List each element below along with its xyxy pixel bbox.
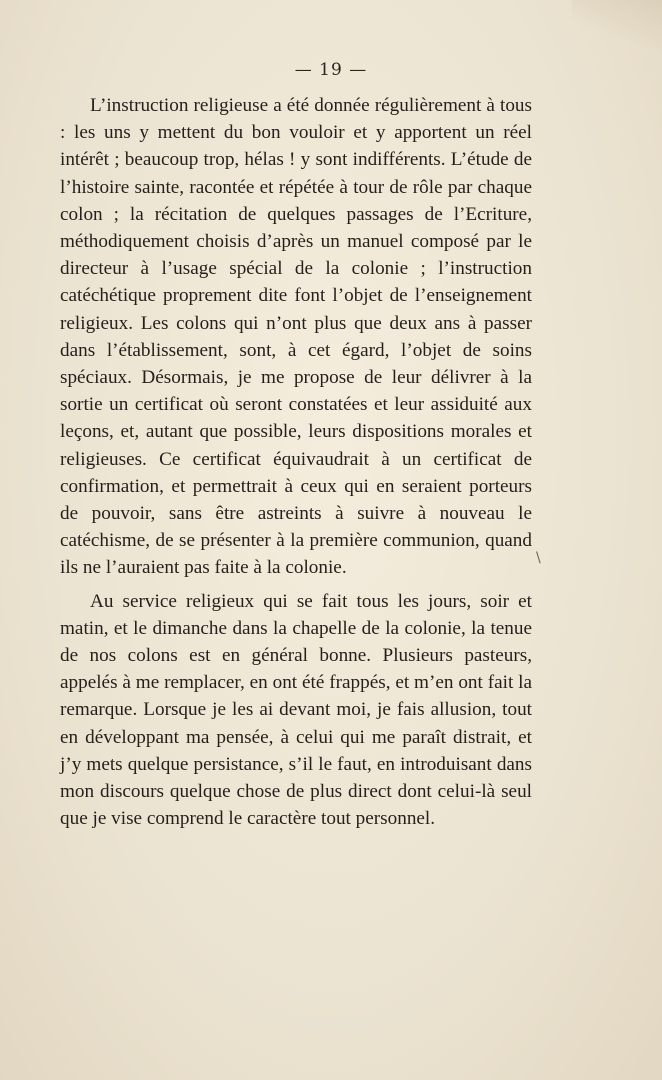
paragraph-religious-service: Au service religieux qui se fait tous les jours, soir et matin, et le dimanche dans la chapelle de la colonie, la tenue de nos colons est en général bonne. Plusieurs pasteurs, appelés à me remplacer, en ont été frappés, et m’en ont fait la remarque. Lorsque je les ai devant moi, je fais allusion, tout en développant ma pensée, à celui qui me paraît distrait, et j’y mets quelque persistance, s’il le faut, en introduisant dans mon discours quelque chose de plus direct dont celui-là seul que je vise comprend le caractère tout personnel.: [60, 590, 532, 830]
paragraph-religious-instruction: L’instruction religieuse a été donnée régulièrement à tous : les uns y mettent du bon vouloir et y apportent un réel intérêt ; beaucoup trop, hélas ! y sont indifférents. L’étude de l’histoire sainte, racontée et répétée à tour de rôle par chaque colon ; la récitation de quelques passages de l’Ecriture, méthodiquement choisis d’après un manuel composé par le directeur à l’usage spécial de la colonie ; l’instruction catéchétique proprement dite font l’objet de l’enseignement religieux. Les colons qui n’ont plus que deux ans à passer dans l’établissement, sont, à cet égard, l’objet de soins spéciaux. Désormais, je me propose de leur délivrer à la sortie un certificat où seront constatées et leur assiduité aux leçons, et, autant que possible, leurs dispositions morales et religieuses. Ce certificat équivaudrait à un certificat de confirmation, et permettrait à ceux qui en seraient porteurs de pouvoir, sans être astreints à suivre à nouveau le catéchisme, de se présenter à la première communion, quand ils ne l’auraient pas faite à la colonie.: [60, 95, 532, 579]
stray-pencil-mark: \: [536, 550, 541, 566]
page-body: [60, 92, 532, 832]
page-corner-crease: [572, 0, 662, 60]
page-number: — 19 —: [294, 60, 368, 80]
